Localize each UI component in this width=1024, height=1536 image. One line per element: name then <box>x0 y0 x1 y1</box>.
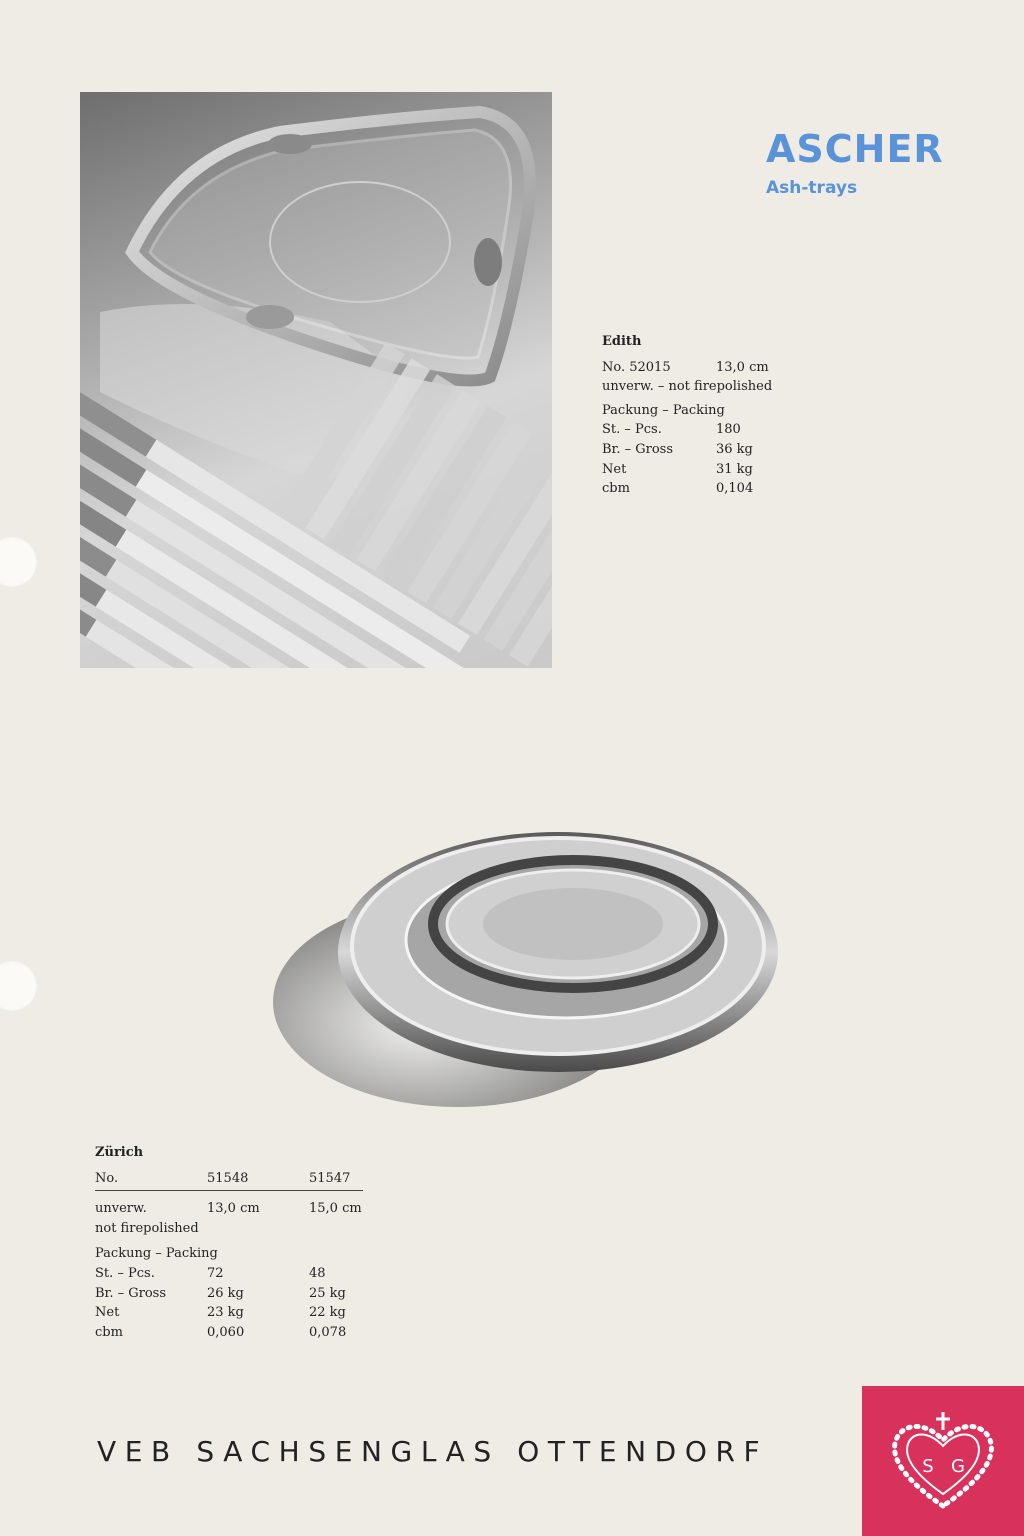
zurich-cell: 13,0 cm <box>207 1201 260 1217</box>
zurich-cell: 26 kg <box>207 1285 244 1301</box>
zurich-cell: unverw. <box>95 1201 147 1217</box>
zurich-header-cell: No. <box>95 1170 119 1186</box>
zurich-name: Zürich <box>95 1145 144 1160</box>
zurich-row-packing <box>95 1244 363 1264</box>
zurich-row-net <box>95 1303 363 1323</box>
photo-zurich-ashtray <box>268 812 824 1112</box>
zurich-header-row <box>95 1169 363 1192</box>
zurich-cell: 72 <box>207 1265 224 1281</box>
edith-row-gross <box>602 440 772 460</box>
edith-label: No. 52015 <box>602 359 671 375</box>
zurich-row-cbm <box>95 1323 363 1343</box>
title-block <box>766 127 944 198</box>
zurich-cell: 23 kg <box>207 1305 244 1321</box>
zurich-cell: Packung – Packing <box>95 1246 218 1262</box>
page-title: ASCHER <box>766 127 944 171</box>
edith-name: Edith <box>602 334 642 349</box>
edith-row-packing <box>602 401 772 421</box>
zurich-cell: Br. – Gross <box>95 1285 167 1301</box>
zurich-cell: 48 <box>309 1265 326 1281</box>
zurich-cell: cbm <box>95 1324 123 1340</box>
logo-letter-s: S <box>922 1456 934 1477</box>
zurich-row-gross <box>95 1284 363 1304</box>
edith-row-pcs <box>602 420 772 440</box>
heart-logo-icon <box>862 1386 1024 1536</box>
edith-label: unverw. – not firepolished <box>602 379 773 395</box>
zurich-cell: 0,078 <box>309 1324 347 1340</box>
zurich-cell: Net <box>95 1305 120 1321</box>
photo-zurich-ashtray-illustration <box>268 812 824 1112</box>
zurich-cell: 22 kg <box>309 1305 346 1321</box>
edith-label: Br. – Gross <box>602 441 674 457</box>
zurich-header-cell: 51548 <box>207 1170 249 1186</box>
company-name: VEB SACHSENGLAS OTTENDORF <box>97 1435 769 1468</box>
edith-row-net <box>602 460 772 480</box>
punch-hole-bottom <box>0 960 38 1012</box>
zurich-cell: not firepolished <box>95 1220 199 1236</box>
logo-letter-g: G <box>951 1456 965 1477</box>
edith-spec <box>602 332 772 499</box>
edith-label: Packung – Packing <box>602 402 725 418</box>
zurich-row-size <box>95 1199 363 1219</box>
edith-value: 36 kg <box>716 441 753 457</box>
edith-value: 13,0 cm <box>716 359 769 375</box>
edith-value: 31 kg <box>716 461 753 477</box>
zurich-cell: 15,0 cm <box>309 1201 362 1217</box>
page-subtitle: Ash-trays <box>766 178 858 198</box>
punch-hole-top <box>0 536 38 588</box>
edith-row-finish <box>602 377 772 397</box>
edith-value: 180 <box>716 422 741 438</box>
zurich-cell: 0,060 <box>207 1324 245 1340</box>
sachsenglas-logo <box>862 1386 1024 1536</box>
zurich-row-pcs <box>95 1264 363 1284</box>
zurich-cell: St. – Pcs. <box>95 1265 155 1281</box>
zurich-cell: 25 kg <box>309 1285 346 1301</box>
photo-edith-ashtray-illustration <box>80 92 552 668</box>
edith-row-number <box>602 358 772 378</box>
edith-row-cbm <box>602 479 772 499</box>
zurich-row-finish <box>95 1219 363 1239</box>
zurich-spec <box>95 1143 363 1342</box>
edith-label: St. – Pcs. <box>602 422 662 438</box>
edith-label: Net <box>602 461 627 477</box>
photo-edith-ashtray <box>80 92 552 668</box>
edith-label: cbm <box>602 481 630 497</box>
zurich-header-cell: 51547 <box>309 1170 351 1186</box>
edith-value: 0,104 <box>716 481 754 497</box>
